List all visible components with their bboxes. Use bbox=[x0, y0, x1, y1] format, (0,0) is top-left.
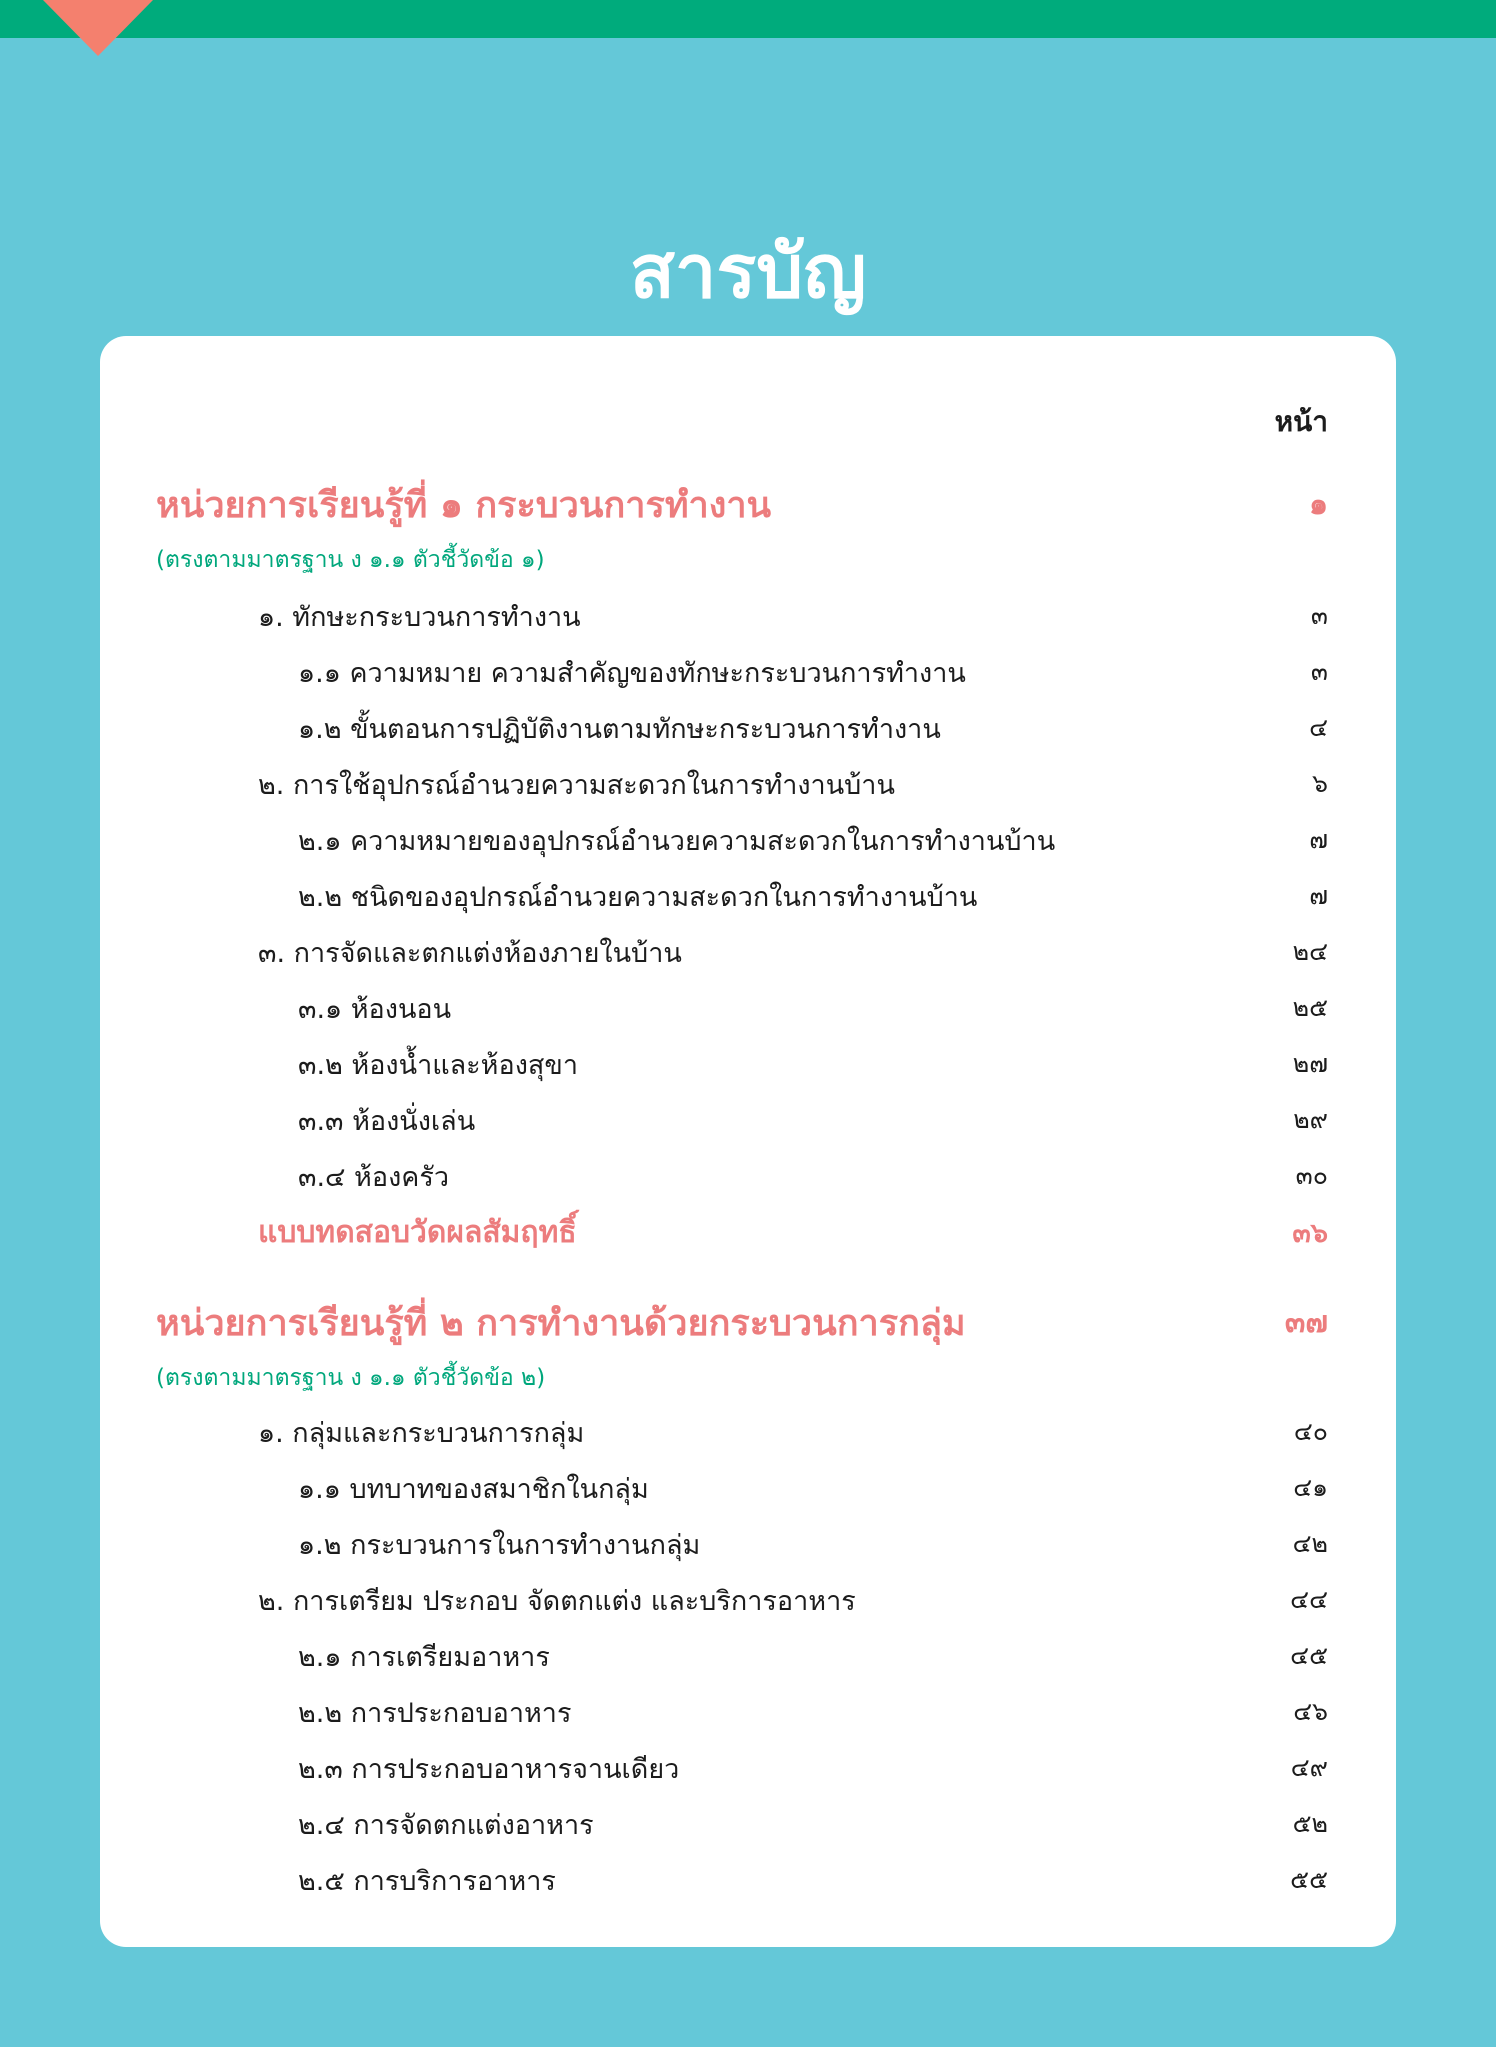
toc-row[interactable] bbox=[100, 868, 1396, 924]
toc-row[interactable] bbox=[100, 1092, 1396, 1148]
toc-row[interactable] bbox=[100, 1796, 1396, 1852]
toc-page-number: ๓ bbox=[1310, 601, 1328, 630]
toc-label: ๓.๓ ห้องนั่งเล่น bbox=[298, 1105, 476, 1137]
toc-row[interactable] bbox=[100, 644, 1396, 700]
toc-label: ๑.๑ ความหมาย ความสำคัญของทักษะกระบวนการทำงาน bbox=[298, 657, 966, 689]
toc-page-number: ๒๗ bbox=[1292, 1049, 1328, 1078]
toc-page-number: ๖ bbox=[1312, 769, 1328, 798]
toc-page-number: ๔๕ bbox=[1290, 1641, 1328, 1670]
toc-label: ๓.๑ ห้องนอน bbox=[298, 993, 452, 1025]
toc-page-number: ๒๙ bbox=[1293, 1105, 1328, 1134]
toc-label: ๒.๑ ความหมายของอุปกรณ์อำนวยความสะดวกในการทำงานบ้าน bbox=[298, 825, 1056, 857]
toc-label: (ตรงตามมาตรฐาน ง ๑.๑ ตัวชี้วัดข้อ ๑) bbox=[156, 547, 545, 573]
toc-row[interactable] bbox=[100, 1572, 1396, 1628]
toc-label: ๒. การใช้อุปกรณ์อำนวยความสะดวกในการทำงานบ้าน bbox=[258, 769, 895, 801]
toc-label: ๒.๒ ชนิดของอุปกรณ์อำนวยความสะดวกในการทำงานบ้าน bbox=[298, 881, 978, 913]
toc-page-number: ๔๙ bbox=[1290, 1753, 1328, 1782]
toc-row[interactable] bbox=[100, 588, 1396, 644]
toc-label: ๒.๔ การจัดตกแต่งอาหาร bbox=[298, 1809, 594, 1841]
toc-page-number: ๒๕ bbox=[1292, 993, 1328, 1022]
toc-row[interactable] bbox=[100, 812, 1396, 868]
toc-row[interactable] bbox=[100, 1460, 1396, 1516]
toc-page-number: ๔๒ bbox=[1292, 1529, 1328, 1558]
toc-label: หน่วยการเรียนรู้ที่ ๒ การทำงานด้วยกระบวนการกลุ่ม bbox=[156, 1301, 966, 1344]
toc-label: ๒.๓ การประกอบอาหารจานเดียว bbox=[298, 1753, 680, 1785]
toc-row[interactable] bbox=[100, 1036, 1396, 1092]
toc-page-number: ๔ bbox=[1309, 713, 1328, 742]
toc-page-number: ๔๔ bbox=[1290, 1585, 1328, 1614]
toc-page-number: ๔๐ bbox=[1293, 1417, 1328, 1446]
toc-page-number: ๓๖ bbox=[1292, 1217, 1328, 1249]
toc-page-number: ๓๐ bbox=[1295, 1161, 1328, 1190]
toc-row[interactable] bbox=[100, 1740, 1396, 1796]
toc-label: ๒.๑ การเตรียมอาหาร bbox=[298, 1641, 550, 1673]
toc-card bbox=[100, 336, 1396, 1947]
toc-row[interactable] bbox=[100, 756, 1396, 812]
toc-label: ๓.๔ ห้องครัว bbox=[298, 1161, 449, 1193]
toc-label: ๒. การเตรียม ประกอบ จัดตกแต่ง และบริการอาหาร bbox=[258, 1585, 856, 1617]
toc-page-number: ๑ bbox=[1308, 486, 1328, 522]
toc-row[interactable] bbox=[100, 1684, 1396, 1740]
toc-row[interactable] bbox=[100, 700, 1396, 756]
toc-page-number: ๒๔ bbox=[1292, 937, 1328, 966]
toc-label: ๒.๒ การประกอบอาหาร bbox=[298, 1697, 572, 1729]
toc-row bbox=[100, 1350, 1396, 1406]
toc-row[interactable] bbox=[100, 1628, 1396, 1684]
toc-page-number: ๕๒ bbox=[1292, 1809, 1328, 1838]
page-title: สารบัญ bbox=[629, 229, 867, 315]
toc-page-number: ๔๖ bbox=[1293, 1697, 1328, 1726]
toc-row[interactable] bbox=[100, 1148, 1396, 1204]
top-bar bbox=[0, 0, 1496, 38]
toc-label: ๑. ทักษะกระบวนการทำงาน bbox=[258, 601, 581, 633]
toc-label: ๑.๑ บทบาทของสมาชิกในกลุ่ม bbox=[298, 1473, 649, 1505]
corner-diamond-decoration bbox=[43, 0, 153, 56]
page-column-header: หน้า bbox=[1274, 405, 1328, 438]
toc-page-number: ๗ bbox=[1309, 881, 1328, 910]
toc-row[interactable] bbox=[100, 1852, 1396, 1908]
toc-label: แบบทดสอบวัดผลสัมฤทธิ์ bbox=[258, 1214, 577, 1250]
toc-page-number: ๓๗ bbox=[1284, 1304, 1328, 1340]
toc-label: ๑.๒ ขั้นตอนการปฏิบัติงานตามทักษะกระบวนการทำงาน bbox=[298, 713, 941, 745]
toc-row[interactable] bbox=[100, 476, 1396, 532]
toc-page-number: ๗ bbox=[1309, 825, 1328, 854]
toc-label: (ตรงตามมาตรฐาน ง ๑.๑ ตัวชี้วัดข้อ ๒) bbox=[156, 1365, 546, 1391]
toc-page-number: ๔๑ bbox=[1293, 1473, 1328, 1502]
toc-label: หน่วยการเรียนรู้ที่ ๑ กระบวนการทำงาน bbox=[156, 483, 772, 526]
toc-row[interactable] bbox=[100, 1204, 1396, 1260]
toc-row[interactable] bbox=[100, 1516, 1396, 1572]
toc-row[interactable] bbox=[100, 1404, 1396, 1460]
toc-label: ๒.๕ การบริการอาหาร bbox=[298, 1865, 556, 1897]
toc-row bbox=[100, 532, 1396, 588]
toc-label: ๓. การจัดและตกแต่งห้องภายในบ้าน bbox=[258, 937, 682, 969]
toc-page-number: ๕๕ bbox=[1290, 1865, 1328, 1894]
toc-page-number: ๓ bbox=[1310, 657, 1328, 686]
toc-label: ๑. กลุ่มและกระบวนการกลุ่ม bbox=[258, 1417, 585, 1449]
toc-label: ๑.๒ กระบวนการในการทำงานกลุ่ม bbox=[298, 1529, 701, 1561]
toc-row[interactable] bbox=[100, 980, 1396, 1036]
toc-row[interactable] bbox=[100, 924, 1396, 980]
toc-row[interactable] bbox=[100, 1294, 1396, 1350]
toc-label: ๓.๒ ห้องน้ำและห้องสุขา bbox=[298, 1049, 578, 1081]
